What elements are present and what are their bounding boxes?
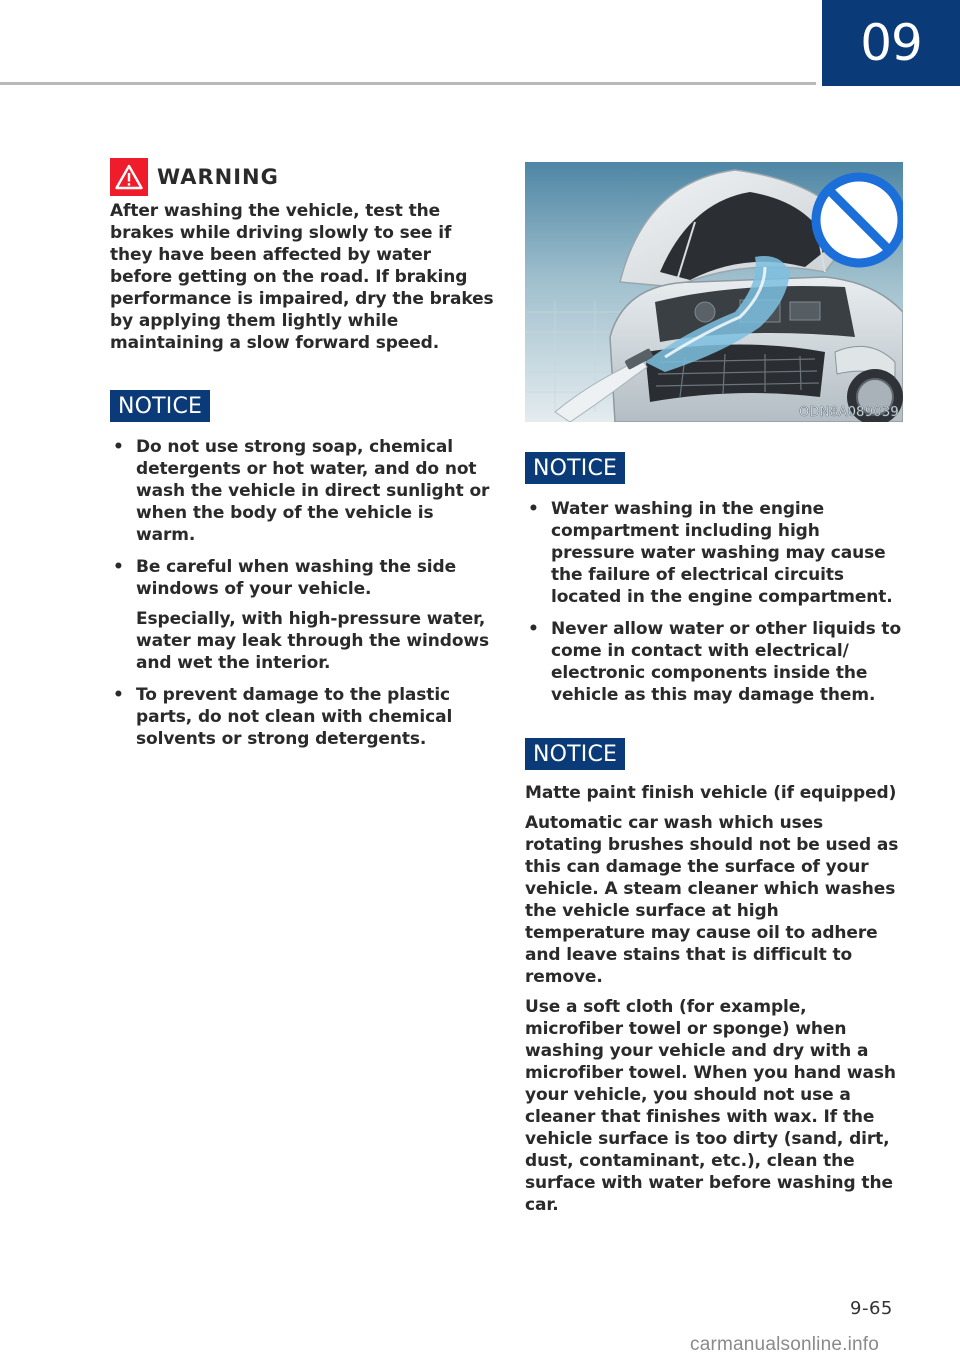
bullet-text: Do not use strong soap, chemical detergents or hot water, and do not wash the vehicle in direct sunlight or when the body of the vehicle is warm. (136, 437, 490, 545)
bullet-subtext: Especially, with high-pressure water, water may leak through the windows and wet the interior. (136, 609, 490, 673)
bullet-dot: • (528, 499, 539, 519)
watermark: carmanualsonline.info (690, 1334, 880, 1355)
list-item (110, 684, 495, 750)
right-column (525, 162, 903, 1216)
list-item (525, 498, 903, 608)
warning-triangle-icon (115, 164, 143, 190)
warning-badge (110, 158, 148, 196)
list-item (525, 618, 903, 706)
list-item (110, 436, 495, 546)
list-item (110, 556, 495, 674)
notice-label: NOTICE (525, 452, 625, 484)
warning-title: WARNING (157, 165, 279, 189)
warning-header (110, 158, 495, 196)
notice-paragraph: Use a soft cloth (for example, microfiber towel or sponge) when washing your vehicle and dry with a microfiber towel. When you hand wash your vehicle, you should not use a cleaner that finishes with wax. If the vehicle surface is too dirty (sand, dirt, dust, contaminant, etc.), clean the surface with water before washing the car. (525, 997, 896, 1215)
notice-paragraph: Automatic car wash which uses rotating brushes should not be used as this can damage the surface of your vehicle. A steam cleaner which washes the vehicle surface at high temperature may cause oil to adhere and leave stains that is difficult to remove. (525, 813, 899, 987)
left-column (110, 158, 495, 760)
bullet-dot: • (113, 557, 124, 577)
bullet-text: Water washing in the engine compartment including high pressure water washing may cause the failure of electrical circuits located in the engine compartment. (551, 499, 893, 607)
bullet-dot: • (113, 685, 124, 705)
notice-bullet-list (110, 436, 495, 750)
chapter-tab: 09 (822, 0, 960, 86)
bullet-text: Never allow water or other liquids to come in contact with electrical/ electronic components inside the vehicle as this may damage them. (551, 619, 902, 705)
header-rule (0, 82, 816, 85)
notice-label: NOTICE (110, 390, 210, 422)
page-number: 9-65 (850, 1298, 893, 1319)
notice-bullet-list (525, 498, 903, 706)
bullet-text: Be careful when washing the side windows of your vehicle. (136, 557, 457, 599)
figure-code: ODN8A089039 (798, 405, 899, 420)
bullet-text: To prevent damage to the plastic parts, do not clean with chemical solvents or strong detergents. (136, 685, 453, 749)
engine-wash-illustration (525, 162, 903, 422)
warning-text: After washing the vehicle, test the brakes while driving slowly to see if they have been affected by water before getting on the road. If braking performance is impaired, dry the brakes by applying them lightly while maintaining a slow forward speed. (110, 201, 494, 353)
notice-heading: Matte paint finish vehicle (if equipped) (525, 783, 897, 803)
engine-wash-figure (525, 162, 903, 422)
bullet-dot: • (113, 437, 124, 457)
notice-label: NOTICE (525, 738, 625, 770)
bullet-dot: • (528, 619, 539, 639)
